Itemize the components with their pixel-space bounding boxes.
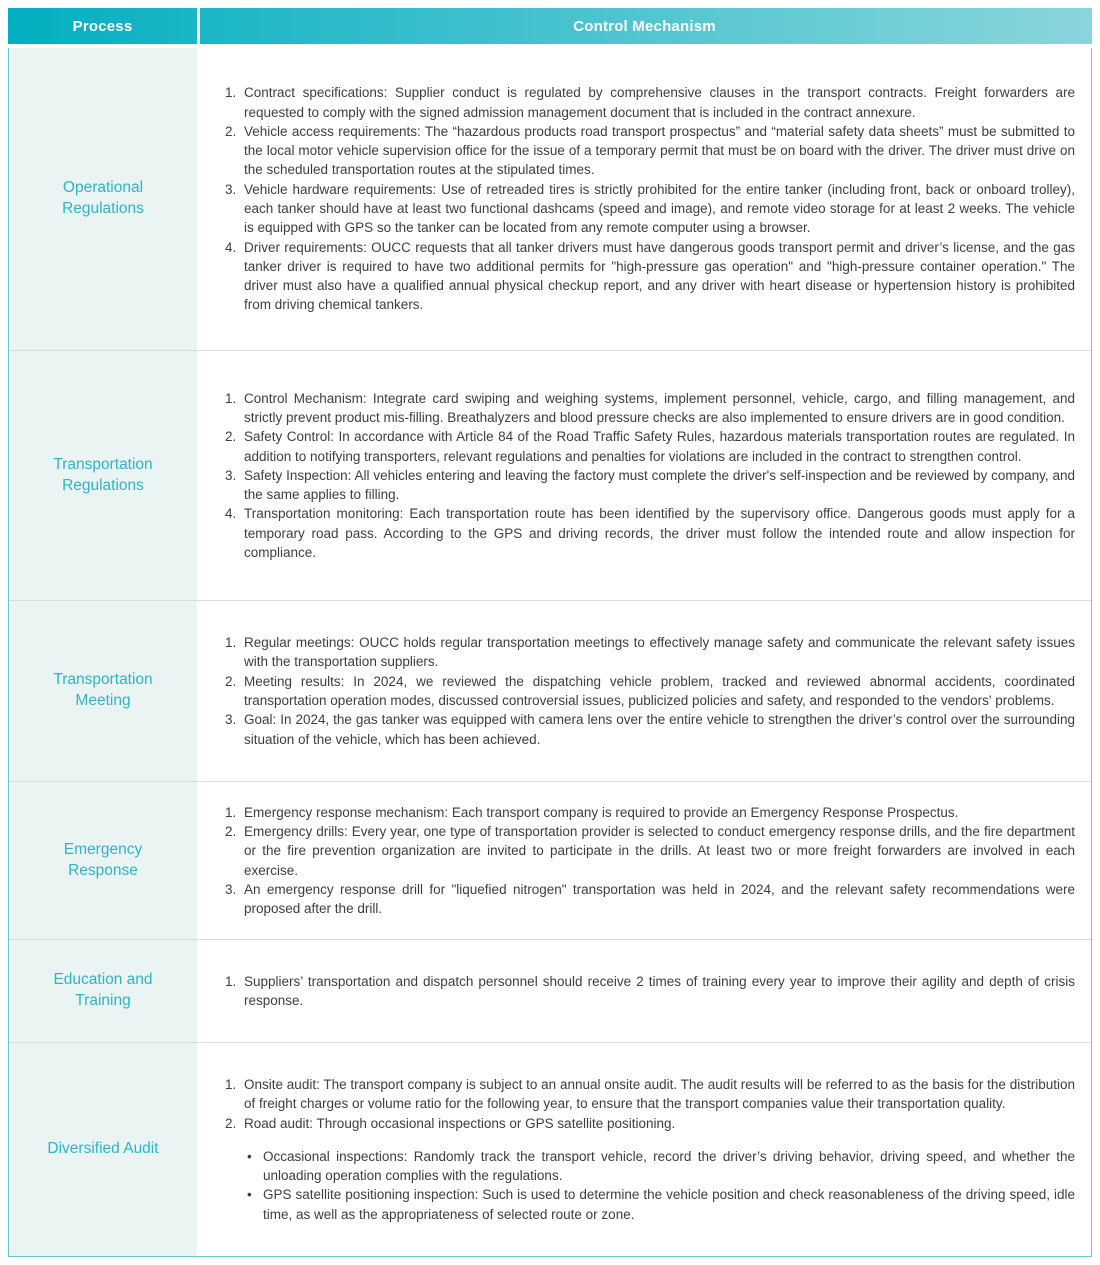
item-text: Onsite audit: The transport company is subject to an annual onsite audit. The audit results will be referred to as the basis for the distribution of freight charges or volume ratio for the following year, to ensure that the transport companies value their transportation quality. (244, 1076, 1075, 1112)
table-body (8, 48, 1092, 1257)
numbered-item (225, 466, 1075, 505)
item-number: 3. (225, 181, 237, 197)
control-mechanism-cell (200, 782, 1091, 939)
numbered-item (225, 238, 1075, 315)
process-label-line: Transportation (53, 455, 153, 473)
numbered-item (225, 1114, 1075, 1133)
item-text: Road audit: Through occasional inspections or GPS satellite positioning. (244, 1115, 676, 1131)
item-text: Emergency drills: Every year, one type of transportation provider is selected to conduct emergency response drills, and the fire department or the fire prevention organization are invited to participate in the drills. At least two or more freight forwarders are involved in each exercise. (244, 823, 1075, 878)
process-label-line: Emergency (63, 840, 143, 858)
process-cell (9, 351, 197, 600)
item-number: 1. (225, 635, 237, 651)
process-label-line: Regulations (62, 476, 144, 494)
item-number: 2. (225, 123, 237, 139)
item-text: Safety Control: In accordance with Article 84 of the Road Traffic Safety Rules, hazardous materials transportation routes are regulated. In addition to notifying transporters, relevant regulations and penalties for violations are included in the contract to strengthen control. (244, 429, 1075, 464)
control-mechanism-cell (200, 1043, 1091, 1256)
item-text: Regular meetings: OUCC holds regular transportation meetings to effectively manage safety and communicate the relevant safety issues with the transportation suppliers. (244, 635, 1075, 670)
item-text: Goal: In 2024, the gas tanker was equipped with camera lens over the entire vehicle to strengthen the driver’s control over the surrounding situation of the vehicle, which has been achieved. (244, 712, 1075, 747)
item-text: Contract specifications: Supplier conduct is regulated by comprehensive clauses in the transport contracts. Freight forwarders are requested to comply with the signed admission management document that is included in the contract annexure. (244, 85, 1075, 120)
numbered-item (225, 633, 1075, 672)
item-number: 4. (225, 506, 237, 522)
item-number: 1. (225, 85, 237, 101)
numbered-item (225, 880, 1075, 919)
bullet-glyph: • (247, 1187, 252, 1203)
bullet-text: GPS satellite positioning inspection: Such is used to determine the vehicle position and check reasonableness of the driving speed, idle time, as well as the appropriateness of selected route or zone. (263, 1187, 1075, 1222)
bullet-text: Occasional inspections: Randomly track the transport vehicle, record the driver’s driving behavior, driving speed, and whether the unloading operation complies with the regulations. (263, 1148, 1075, 1184)
item-text: Safety Inspection: All vehicles entering and leaving the factory must complete the driver's self-inspection and be reviewed by company, and the same applies to filling. (244, 467, 1075, 503)
process-label-line: Response (68, 861, 138, 879)
numbered-item (225, 1075, 1075, 1114)
table-row (9, 781, 1091, 939)
header-process: Process (72, 17, 133, 35)
process-label-line: Transportation (53, 671, 153, 689)
table-row (9, 48, 1091, 350)
process-label-line: Operational (62, 179, 144, 197)
numbered-item (225, 972, 1075, 1011)
control-mechanism-cell (200, 48, 1091, 350)
item-text: Transportation monitoring: Each transportation route has been identified by the supervisory office. Dangerous goods must apply for a temporary road pass. According to the GPS and driving records, the driver must follow the intended route and allow inspection for compliance. (244, 506, 1075, 561)
item-number: 3. (225, 881, 237, 897)
numbered-item (225, 803, 1075, 822)
process-cell (9, 1043, 197, 1256)
process-cell (9, 601, 197, 781)
item-text: Vehicle hardware requirements: Use of retreaded tires is strictly prohibited for the entire tanker (including front, back or onboard trolley), each tanker should have at least two functional dashcams (speed and image), and remote video storage for at least 2 weeks. The vehicle is equipped with GPS so the tanker can be located from any remote computer using a browser. (244, 181, 1075, 236)
numbered-item (225, 672, 1075, 711)
item-number: 1. (225, 1076, 237, 1092)
process-cell (9, 782, 197, 939)
numbered-item (225, 122, 1075, 180)
table-row (9, 1042, 1091, 1256)
process-label-line: Diversified Audit (47, 1140, 159, 1158)
numbered-item (225, 389, 1075, 428)
item-number: 4. (225, 239, 237, 255)
bullet-item (246, 1147, 1075, 1186)
control-mechanism-cell (200, 601, 1091, 781)
numbered-item (225, 83, 1075, 122)
item-number: 1. (225, 973, 237, 989)
item-text: Emergency response mechanism: Each transport company is required to provide an Emergency Response Prospectus. (244, 804, 959, 820)
item-number: 2. (225, 823, 237, 839)
item-text: Meeting results: In 2024, we reviewed the dispatching vehicle problem, tracked and reviewed abnormal accidents, coordinated transportation operation modes, discussed controversial issues, publicized policies and safety, and responded to the vendors' problems. (244, 673, 1075, 708)
item-number: 3. (225, 467, 237, 483)
item-text: Driver requirements: OUCC requests that all tanker drivers must have dangerous goods transport permit and driver’s license, and the gas tanker driver is required to have two additional permits for "high-pressure gas operation" and "high-pressure container operation." The driver must also have a qualified annual physical checkup report, and any driver with heart disease or hypertension history is prohibited from driving chemical tankers. (244, 239, 1075, 313)
item-number: 2. (225, 1115, 237, 1131)
control-mechanism-cell (200, 940, 1091, 1042)
table-row (9, 600, 1091, 781)
process-label-line: Education and (53, 971, 153, 989)
bullet-glyph: • (247, 1148, 252, 1164)
numbered-item (225, 710, 1075, 749)
numbered-item (225, 180, 1075, 238)
item-number: 3. (225, 712, 237, 728)
item-number: 1. (225, 390, 237, 406)
table-row (9, 939, 1091, 1042)
bullet-item (246, 1185, 1075, 1224)
item-number: 1. (225, 804, 237, 820)
process-cell (9, 48, 197, 350)
process-label-line: Regulations (62, 200, 144, 217)
item-text: Vehicle access requirements: The “hazardous products road transport prospectus” and “material safety data sheets” must be submitted to the local motor vehicle supervision office for the issue of a temporary permit that must be on board with the driver. The driver must drive on the scheduled transportation routes at the stipulated times. (244, 123, 1075, 178)
numbered-item (225, 822, 1075, 880)
control-mechanism-cell (200, 351, 1091, 600)
item-number: 2. (225, 673, 237, 689)
item-text: An emergency response drill for "liquefied nitrogen" transportation was held in 2024, and the relevant safety recommendations were proposed after the drill. (244, 881, 1075, 917)
item-number: 2. (225, 429, 237, 445)
table-header (8, 8, 1092, 44)
process-control-table (8, 8, 1092, 1257)
numbered-item (225, 504, 1075, 562)
process-label-line: Training (75, 992, 131, 1009)
bullet-sublist (225, 1147, 1075, 1224)
numbered-item (225, 427, 1075, 466)
process-label-line: Meeting (75, 692, 131, 709)
table-row (9, 350, 1091, 600)
item-text: Suppliers’ transportation and dispatch personnel should receive 2 times of training every year to improve their agility and depth of crisis response. (244, 973, 1075, 1008)
header-control-mechanism: Control Mechanism (573, 17, 716, 35)
process-cell (9, 940, 197, 1042)
item-text: Control Mechanism: Integrate card swiping and weighing systems, implement personnel, vehicle, cargo, and filling management, and strictly prevent product mis-filling. Breathalyzers and blood pressure checks are also implemented to ensure drivers are in good condition. (244, 390, 1075, 425)
